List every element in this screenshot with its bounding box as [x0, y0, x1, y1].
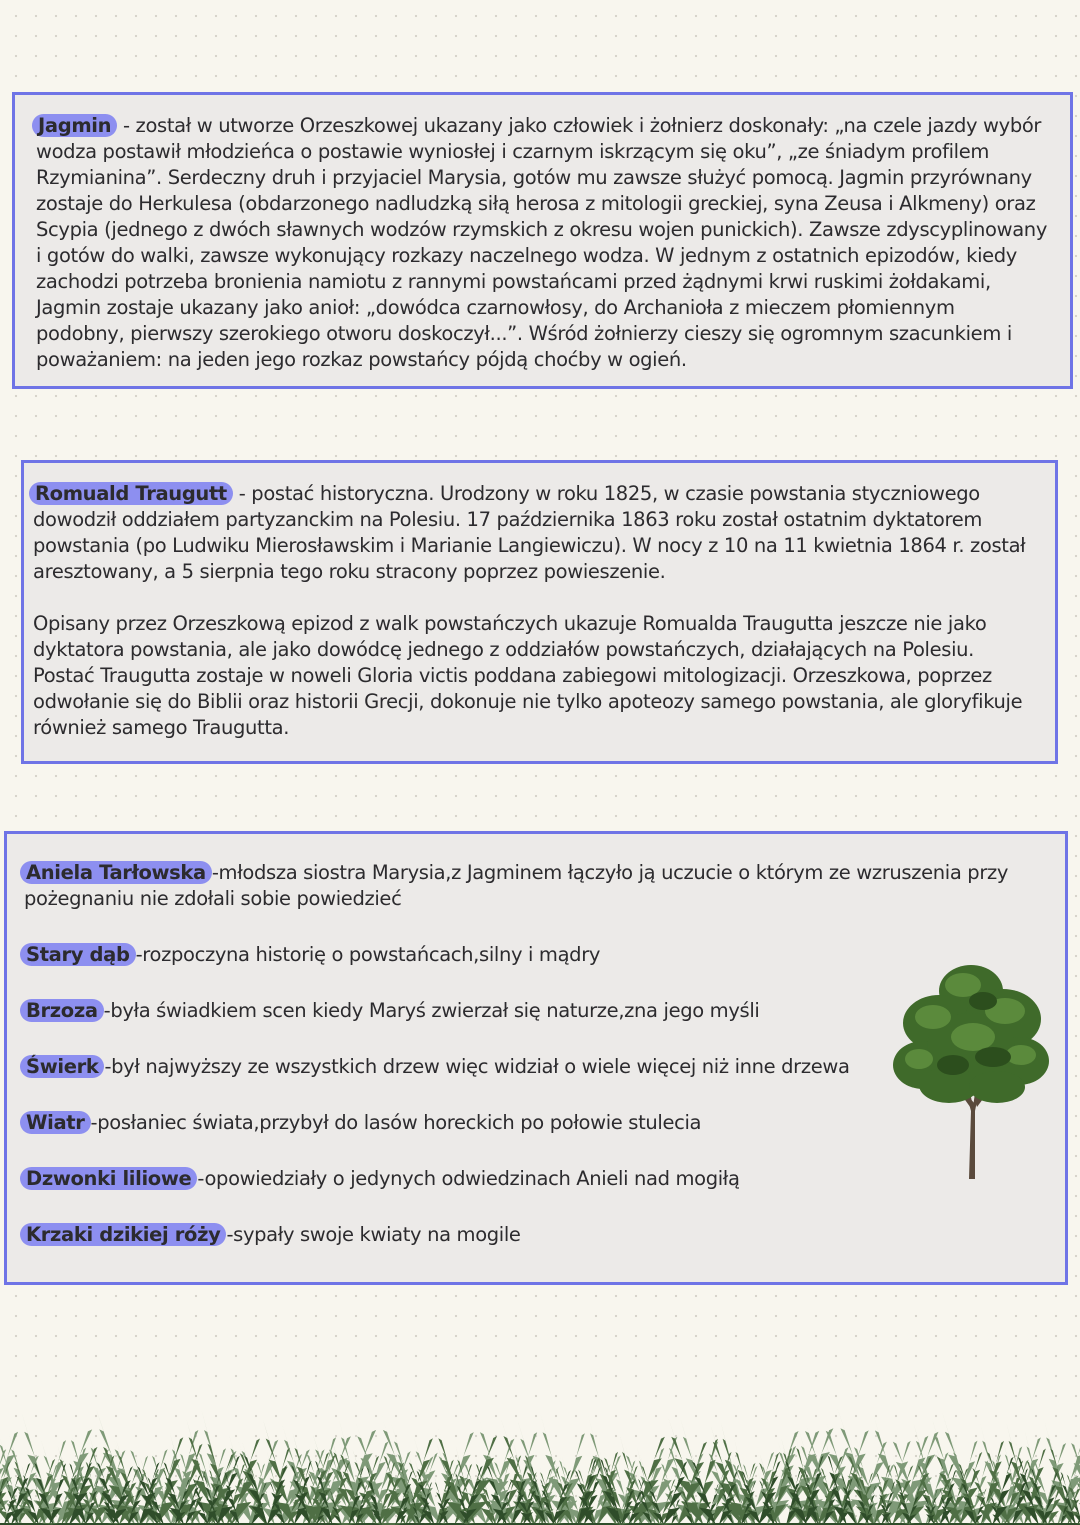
- character-name-highlight: Dzwonki liliowe: [20, 1167, 197, 1190]
- character-description: -była świadkiem scen kiedy Maryś zwierzał się naturze,zna jego myśli: [103, 999, 760, 1022]
- traugutt-name-highlight: Romuald Traugutt: [29, 482, 233, 505]
- character-name-highlight: Stary dąb: [20, 943, 136, 966]
- character-description: -młodsza siostra Marysia,z Jagminem łączyło ją uczucie o którym ze wzruszenia przy pożegnaniu nie zdołali sobie powiedzieć: [24, 861, 1009, 910]
- character-description: -rozpoczyna historię o powstańcach,silny i mądry: [135, 943, 601, 966]
- character-description: -opowiedziały o jedynych odwiedzinach Anieli nad mogiłą: [197, 1167, 740, 1190]
- character-name-highlight: Brzoza: [20, 999, 104, 1022]
- jagmin-paragraph: [36, 113, 1048, 373]
- character-name-highlight: Aniela Tarłowska: [20, 861, 212, 884]
- character-name-highlight: Krzaki dzikiej róży: [20, 1223, 226, 1246]
- character-description: -posłaniec świata,przybył do lasów horeckich po połowie stulecia: [90, 1111, 702, 1134]
- jagmin-card: [12, 92, 1073, 389]
- jagmin-description: - został w utworze Orzeszkowej ukazany jako człowiek i żołnierz doskonały: „na czele jazdy wybór wodza postawił młodzieńca o postawie wyniosłej i czarnym iskrzącym się oku”, „ze śniadym profilem Rzymianina”. Serdeczny druh i przyjaciel Marysia, gotów mu zawsze służyć pomocą. Jagmin przyrównany zostaje do Herkulesa (obdarzonego nadludzką siłą herosa z mitologii greckiej, syna Zeusa i Alkmeny) oraz Scypia (jednego z dwóch sławnych wodzów rzymskich z okresu wojen punickich). Zawsze zdyscyplinowany i gotów do walki, zawsze wykonujący rozkazy naczelnego wodza. W jednym z ostatnich epizodów, kiedy zachodzi potrzeba bronienia namiotu z rannymi powstańcami przed żądnymi krwi ruskimi żołdakami, Jagmin zostaje ukazany jako anioł: „dowódca czarnowłosy, do Archanioła z mieczem płomiennym podobny, pierwszy szerokiego otworu doskoczył...”. Wśród żołnierzy cieszy się ogromnym szacunkiem i poważaniem: na jeden jego rozkaz powstańcy pójdą choćby w ogień.: [36, 114, 1048, 371]
- character-description: -sypały swoje kwiaty na mogile: [226, 1223, 521, 1246]
- tree-icon: [893, 961, 1049, 1179]
- character-description: -był najwyższy ze wszystkich drzew więc widział o wiele więcej niż inne drzewa: [104, 1055, 850, 1078]
- forest-icon: [0, 1380, 1080, 1525]
- character-name-highlight: Wiatr: [20, 1111, 91, 1134]
- traugutt-paragraph-2: Opisany przez Orzeszkową epizod z walk powstańczych ukazuje Romualda Traugutta jeszcze nie jako dyktatora powstania, ale jako dowódcę jednego z oddziałów powstańczych, działających na Polesiu. Postać Traugutta zostaje w noweli Gloria victis poddana zabiegowi mitologizacji. Orzeszkowa, poprzez odwołanie się do Biblii oraz historii Grecji, dokonuje nie tylko apoteozy samego powstania, ale gloryfikuje również samego Traugutta.: [33, 612, 1023, 739]
- jagmin-name-highlight: Jagmin: [32, 114, 117, 137]
- character-item: [24, 1222, 1051, 1248]
- character-name-highlight: Świerk: [20, 1055, 104, 1078]
- traugutt-card: [21, 460, 1058, 764]
- character-item: [24, 860, 1051, 912]
- traugutt-paragraph-1: [33, 481, 1031, 585]
- traugutt-biography: - postać historyczna. Urodzony w roku 1825, w czasie powstania styczniowego dowodził oddziałem partyzanckim na Polesiu. 17 października 1863 roku został ostatnim dyktatorem powstania (po Ludwiku Mierosławskim i Marianie Langiewiczu). W nocy z 10 na 11 kwietnia 1864 r. został aresztowany, a 5 sierpnia tego roku stracony poprzez powieszenie.: [33, 482, 1026, 583]
